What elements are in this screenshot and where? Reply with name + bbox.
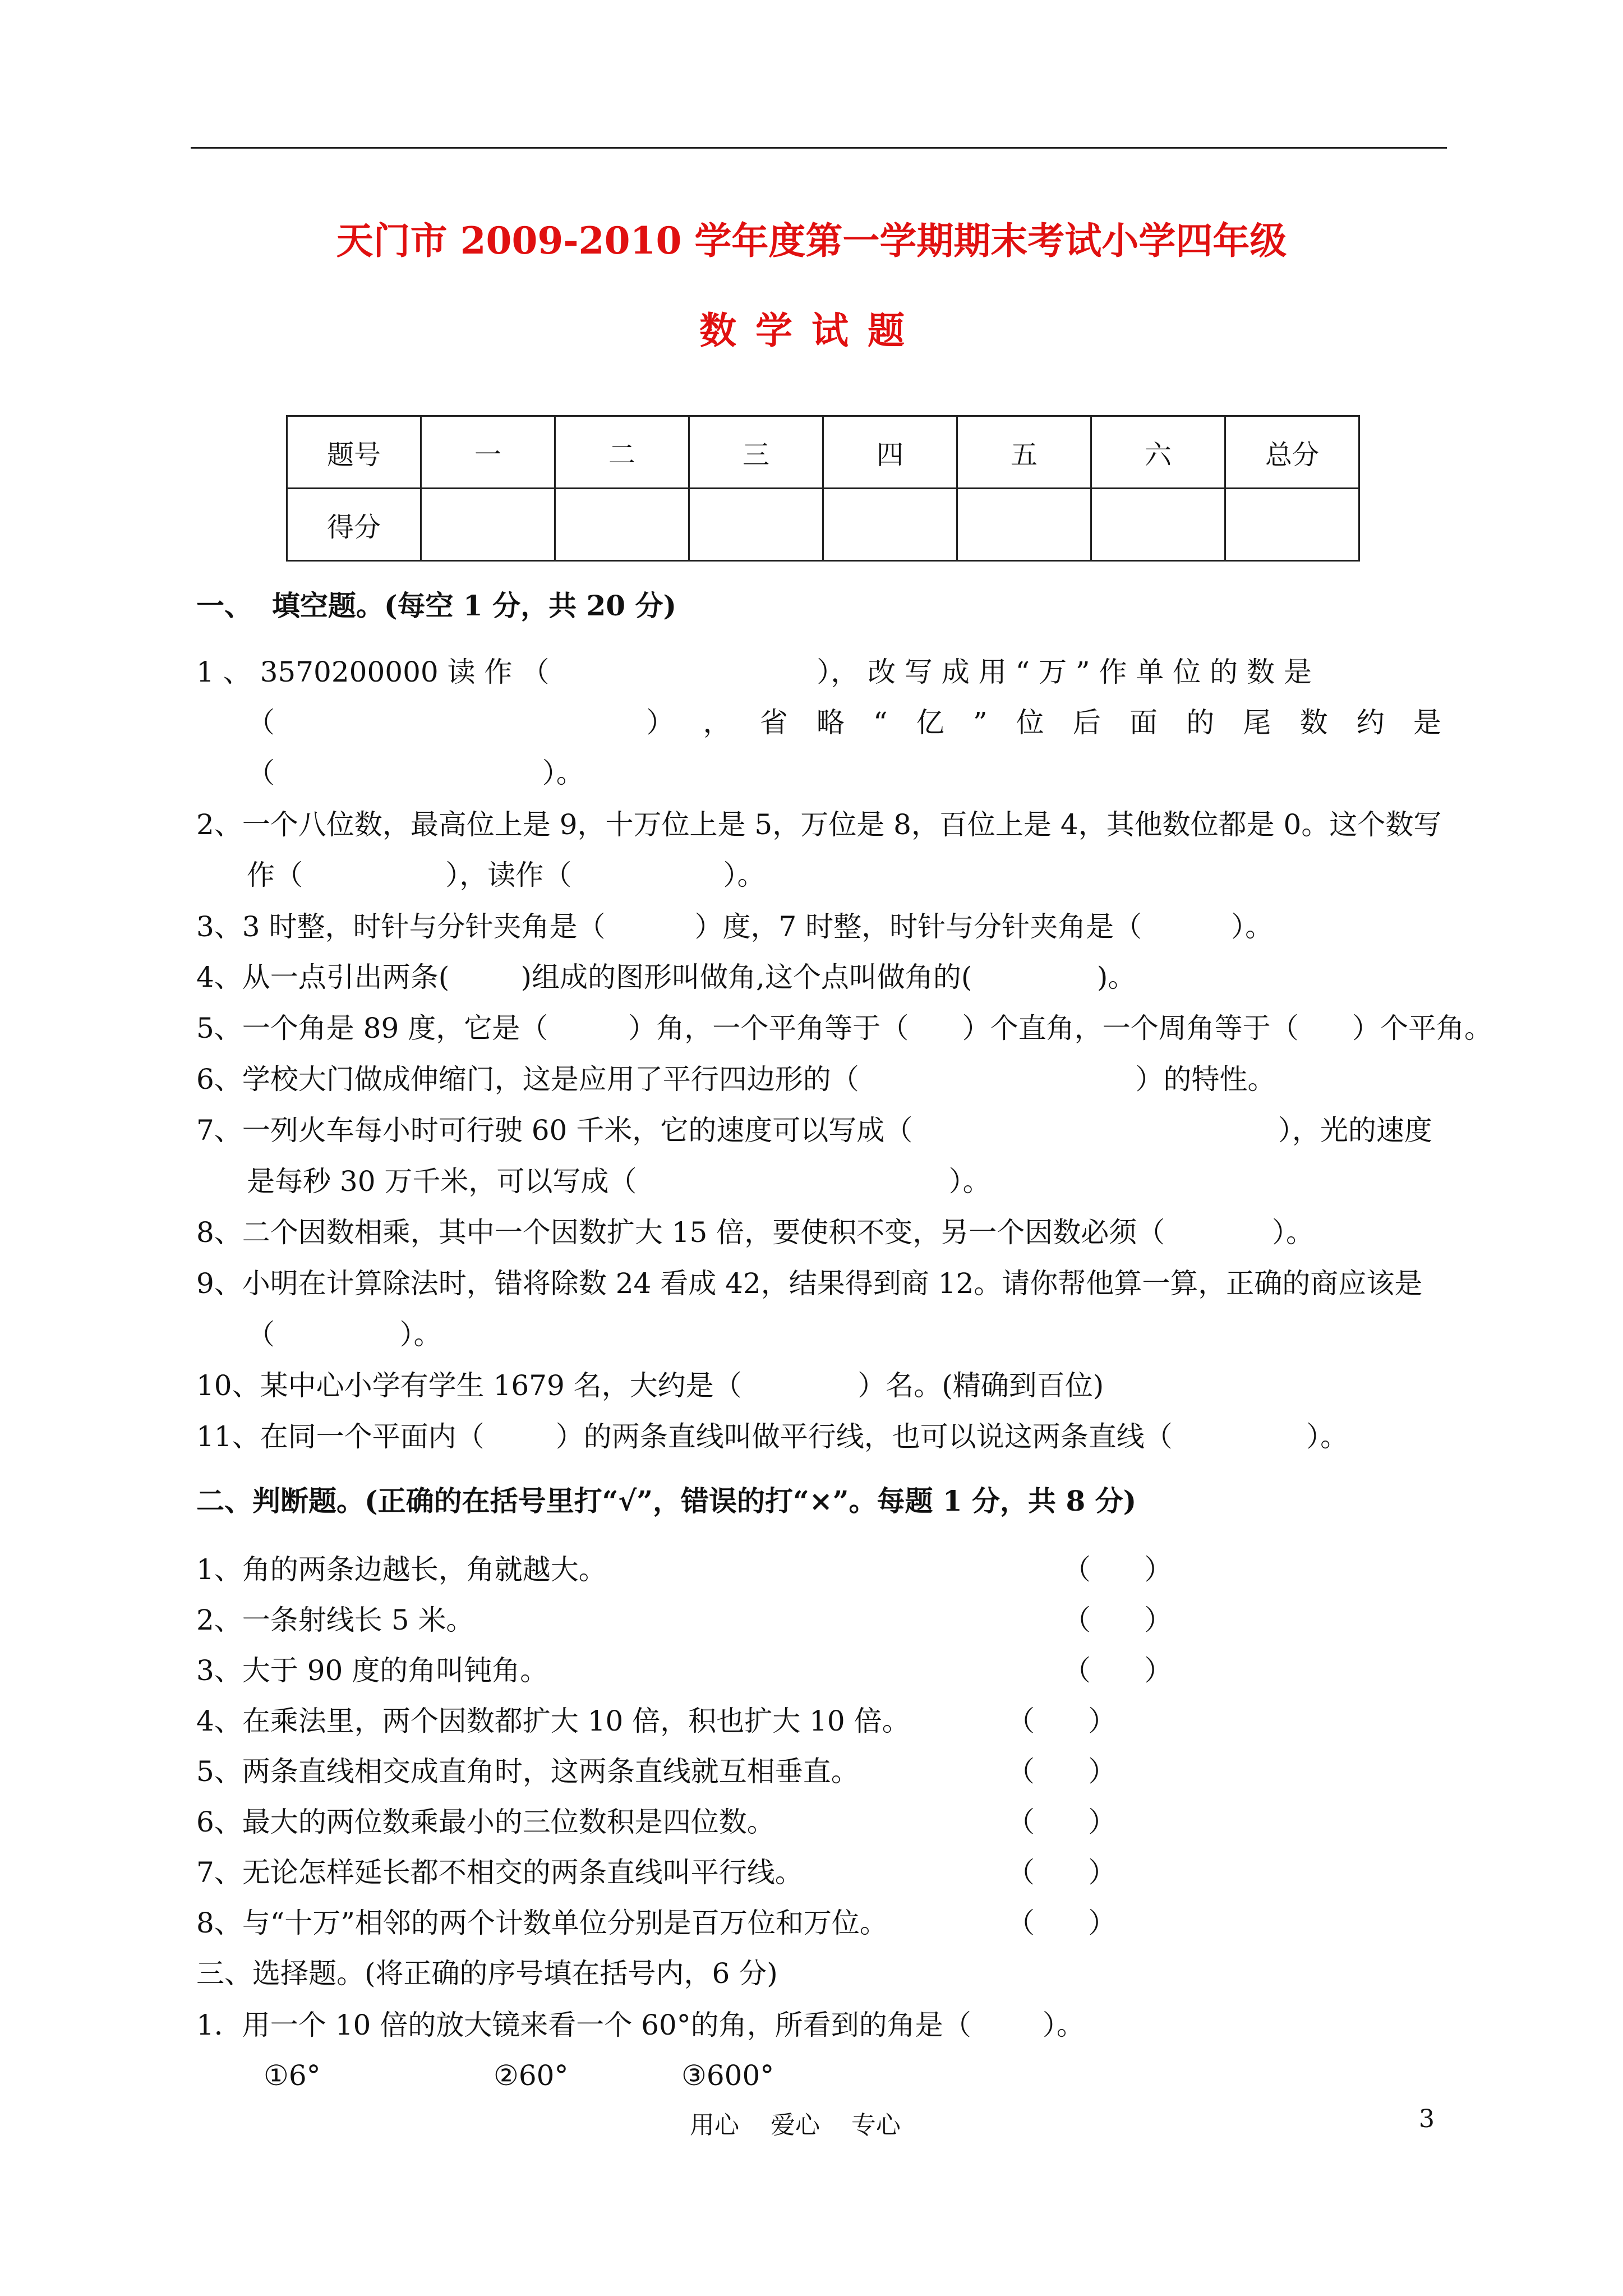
question-11: 11、在同一个平面内（ ）的两条直线叫做平行线，也可以说这两条直线（ ）。: [196, 1420, 1349, 1453]
score-cell: 一: [421, 416, 555, 489]
judge-item-1: 1、角的两条边越长，角就越大。: [196, 1553, 607, 1586]
footer-motto: 用心 爱心 专心: [690, 2111, 901, 2139]
judge-bracket-1[interactable]: （ ）: [1063, 1553, 1173, 1586]
question-2-line1: 2、一个八位数，最高位上是 9，十万位上是 5，万位是 8，百位上是 4，其他数位都是 0。这个数写: [196, 808, 1442, 841]
section1-heading: 一、 填空题。(每空 1 分，共 20 分): [196, 589, 677, 622]
score-input-cell[interactable]: [823, 489, 957, 561]
question-5: 5、一个角是 89 度，它是（ ）角，一个平角等于（ ）个直角，一个周角等于（ ）个平角。: [196, 1012, 1492, 1045]
choice-option-1[interactable]: ①6°: [264, 2059, 321, 2092]
score-cell: 题号: [287, 416, 421, 489]
question-1-line3: （ ）。: [247, 757, 584, 789]
judge-item-2: 2、一条射线长 5 米。: [196, 1604, 474, 1636]
question-7-line1: 7、一列火车每小时可行驶 60 千米，它的速度可以写成（ ），光的速度: [196, 1114, 1432, 1147]
score-input-cell[interactable]: [555, 489, 689, 561]
score-input-cell[interactable]: [957, 489, 1091, 561]
question-9-line1: 9、小明在计算除法时，错将除数 24 看成 42，结果得到商 12。请你帮他算一算，正确的商应该是: [196, 1267, 1423, 1300]
choice-option-3[interactable]: ③600°: [681, 2059, 774, 2092]
score-table-score-row: [287, 489, 1359, 561]
judge-bracket-8[interactable]: （ ）: [1007, 1907, 1117, 1939]
score-cell: 五: [957, 416, 1091, 489]
page-number: 3: [1419, 2105, 1435, 2133]
question-1-line2: （ ） ， 省 略 “ 亿 ” 位 后 面 的 尾 数 约 是: [247, 706, 1441, 739]
judge-item-7: 7、无论怎样延长都不相交的两条直线叫平行线。: [196, 1856, 803, 1889]
question-9-line2: （ ）。: [247, 1318, 442, 1351]
score-input-cell[interactable]: [1225, 489, 1359, 561]
score-cell: 六: [1091, 416, 1225, 489]
judge-item-3: 3、大于 90 度的角叫钝角。: [196, 1654, 548, 1687]
score-cell: 得分: [287, 489, 421, 561]
choice-question-1: 1．用一个 10 倍的放大镜来看一个 60°的角，所看到的角是（ ）。: [196, 2009, 1085, 2041]
choice-option-2[interactable]: ②60°: [494, 2059, 569, 2092]
exam-title: 天门市 2009-2010 学年度第一学期期末考试小学四年级: [336, 219, 1287, 263]
exam-subtitle: 数学试题: [699, 309, 924, 352]
question-3: 3、3 时整，时针与分针夹角是（ ）度，7 时整，时针与分针夹角是（ ）。: [196, 910, 1274, 943]
judge-bracket-6[interactable]: （ ）: [1007, 1806, 1117, 1838]
judge-bracket-4[interactable]: （ ）: [1007, 1705, 1117, 1737]
score-cell: 三: [689, 416, 823, 489]
score-table-header-row: [287, 416, 1359, 489]
header-rule: [191, 147, 1447, 149]
question-8: 8、二个因数相乘，其中一个因数扩大 15 倍，要使积不变，另一个因数必须（ ）。: [196, 1216, 1314, 1249]
judge-bracket-5[interactable]: （ ）: [1007, 1755, 1117, 1788]
score-cell: 总分: [1225, 416, 1359, 489]
judge-item-4: 4、在乘法里，两个因数都扩大 10 倍，积也扩大 10 倍。: [196, 1705, 910, 1737]
judge-bracket-7[interactable]: （ ）: [1007, 1856, 1117, 1889]
score-cell: 二: [555, 416, 689, 489]
score-table: [286, 415, 1360, 562]
question-4: 4、从一点引出两条( )组成的图形叫做角,这个点叫做角的( )。: [196, 961, 1136, 993]
judge-bracket-3[interactable]: （ ）: [1063, 1654, 1173, 1687]
judge-bracket-2[interactable]: （ ）: [1063, 1604, 1173, 1636]
section3-heading: 三、选择题。(将正确的序号填在括号内，6 分): [196, 1957, 778, 1990]
judge-item-6: 6、最大的两位数乘最小的三位数积是四位数。: [196, 1806, 775, 1838]
question-1-line1: 1 、 3570200000 读 作 （ ）， 改 写 成 用 “ 万 ” 作 单 位 的 数 是: [196, 656, 1312, 688]
question-10: 10、某中心小学有学生 1679 名，大约是（ ）名。(精确到百位): [196, 1369, 1104, 1402]
score-cell: 四: [823, 416, 957, 489]
question-2-line2: 作（ ），读作（ ）。: [247, 859, 766, 891]
question-6: 6、学校大门做成伸缩门，这是应用了平行四边形的（ ）的特性。: [196, 1063, 1276, 1096]
judge-item-5: 5、两条直线相交成直角时，这两条直线就互相垂直。: [196, 1755, 859, 1788]
question-7-line2: 是每秒 30 万千米，可以写成（ ）。: [247, 1165, 991, 1198]
judge-item-8: 8、与“十万”相邻的两个计数单位分别是百万位和万位。: [196, 1907, 888, 1939]
score-input-cell[interactable]: [1091, 489, 1225, 561]
section2-heading: 二、判断题。(正确的在括号里打“√”，错误的打“×”。每题 1 分，共 8 分): [196, 1484, 1137, 1517]
score-input-cell[interactable]: [421, 489, 555, 561]
score-input-cell[interactable]: [689, 489, 823, 561]
